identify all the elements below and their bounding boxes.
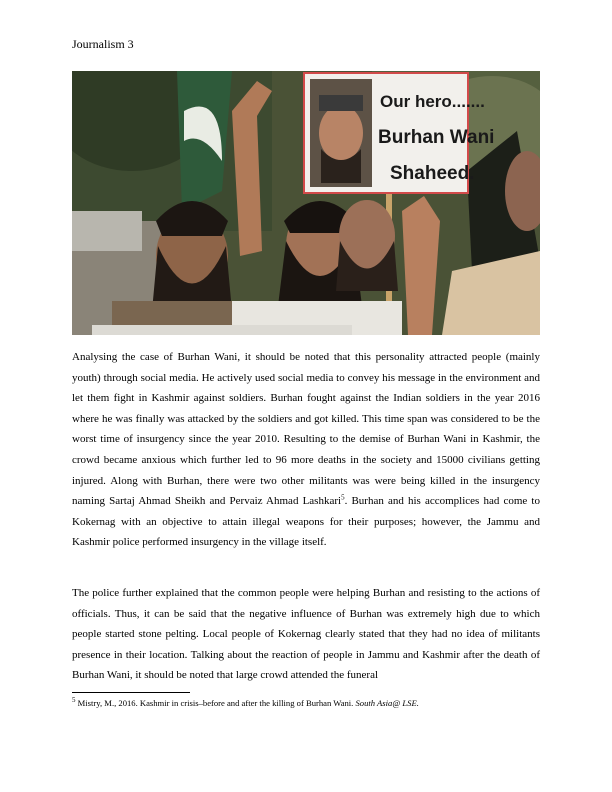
running-header: Journalism 3 <box>72 37 134 51</box>
body-paragraph-1-continued: . Burhan and his accomplices had come to Kokernag with an objective to attain illegal weapons for their purposes; however, the Jammu and Kashmir police performed insurgency in the village itself. <box>72 495 540 549</box>
sign-line-2: Burhan Wani <box>378 127 495 148</box>
footnote-number: 5 <box>72 696 76 705</box>
footnote-reference[interactable]: 5 <box>341 493 345 502</box>
footnote-source: South Asia@ LSE. <box>355 698 419 708</box>
body-paragraph-1 <box>72 347 540 553</box>
sign-line-1: Our hero....... <box>380 92 485 111</box>
footnote <box>72 697 540 709</box>
body-paragraph-2: The police further explained that the common people were helping Burhan and resisting to the actions of officials. Thus, it can be said that the negative influence of Burhan was extremely high due to which people started stone pelting. Local people of Kokernag clearly stated that they had no idea of militants presence in their location. Talking about the reaction of people in Jammu and Kashmir after the death of Burhan Wani, it should be noted that large crowd attended the funeral <box>72 587 540 682</box>
sign-line-3: Shaheed. <box>390 163 475 184</box>
footnote-divider <box>72 692 190 693</box>
protest-photo <box>72 71 540 335</box>
body-paragraph-1-text: Analysing the case of Burhan Wani, it should be noted that this personality attracted people (mainly youth) through social media. He actively used social media to convey his message in the environment and let them fight in Kashmir against soldiers. Burhan fought against the Indian soldiers in the year 2016 where he was finally was attacked by the soldiers and got killed. This time span was considered to be the worst time of insurgency since the year 2010. Resulting to the demise of Burhan Wani in Kashmir, the crowd became anxious which further led to 96 more deaths in the society and 15000 civilians getting injured. Along with Burhan, there were two other militants was were being killed in the insurgency naming Sartaj Ahmad Sheikh and Pervaiz Ahmad Lashkari <box>72 351 540 508</box>
protest-sign <box>304 73 494 193</box>
footnote-text: Mistry, M., 2016. Kashmir in crisis–before and after the killing of Burhan Wani. <box>75 698 356 708</box>
